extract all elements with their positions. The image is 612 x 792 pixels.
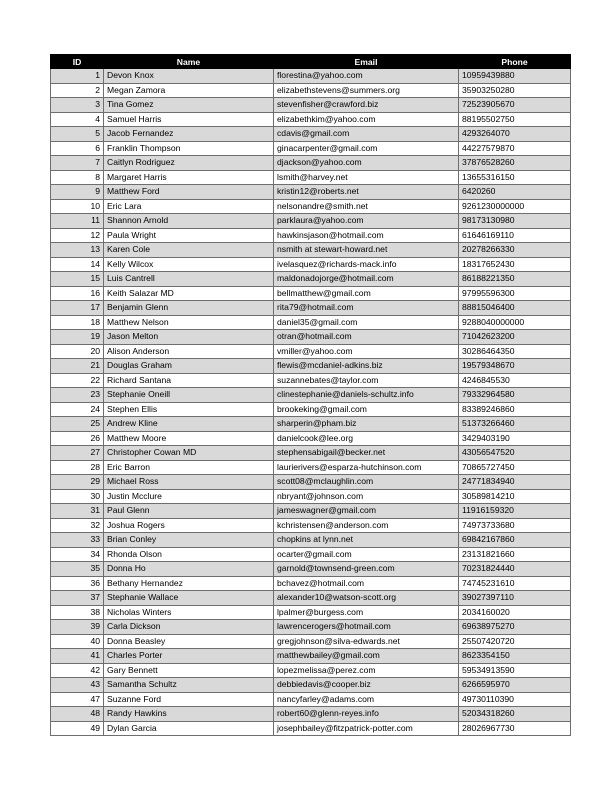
cell-phone: 30589814210 — [459, 489, 571, 504]
cell-phone: 70865727450 — [459, 460, 571, 475]
table-row — [51, 678, 571, 693]
cell-id: 6 — [51, 141, 104, 156]
table-row — [51, 620, 571, 635]
table-row — [51, 475, 571, 490]
cell-phone: 28026967730 — [459, 721, 571, 736]
cell-email: djackson@yahoo.com — [274, 156, 459, 171]
cell-phone: 2034160020 — [459, 605, 571, 620]
cell-phone: 25507420720 — [459, 634, 571, 649]
table-row — [51, 402, 571, 417]
cell-email: scott08@mclaughlin.com — [274, 475, 459, 490]
cell-email: lpalmer@burgess.com — [274, 605, 459, 620]
table-row — [51, 605, 571, 620]
cell-name: Jason Melton — [104, 330, 274, 345]
table-row — [51, 431, 571, 446]
table-row — [51, 127, 571, 142]
table-row — [51, 417, 571, 432]
header-id: ID — [51, 55, 104, 69]
cell-phone: 74745231610 — [459, 576, 571, 591]
cell-email: chopkins at lynn.net — [274, 533, 459, 548]
cell-email: brookeking@gmail.com — [274, 402, 459, 417]
cell-id: 32 — [51, 518, 104, 533]
cell-id: 8 — [51, 170, 104, 185]
cell-id: 28 — [51, 460, 104, 475]
cell-email: lsmith@harvey.net — [274, 170, 459, 185]
table-row — [51, 69, 571, 84]
cell-name: Paul Glenn — [104, 504, 274, 519]
cell-phone: 8623354150 — [459, 649, 571, 664]
cell-email: matthewbailey@gmail.com — [274, 649, 459, 664]
cell-phone: 43056547520 — [459, 446, 571, 461]
table-row — [51, 489, 571, 504]
cell-email: nsmith at stewart-howard.net — [274, 243, 459, 258]
cell-name: Justin Mcclure — [104, 489, 274, 504]
cell-email: vmiller@yahoo.com — [274, 344, 459, 359]
cell-name: Luis Cantrell — [104, 272, 274, 287]
cell-email: suzannebates@taylor.com — [274, 373, 459, 388]
cell-name: Gary Bennett — [104, 663, 274, 678]
cell-phone: 10959439880 — [459, 69, 571, 84]
cell-name: Kelly Wilcox — [104, 257, 274, 272]
header-phone: Phone — [459, 55, 571, 69]
cell-id: 25 — [51, 417, 104, 432]
cell-id: 43 — [51, 678, 104, 693]
table-row — [51, 257, 571, 272]
cell-email: maldonadojorge@hotmail.com — [274, 272, 459, 287]
cell-email: lawrencerogers@hotmail.com — [274, 620, 459, 635]
table-row — [51, 562, 571, 577]
cell-name: Christopher Cowan MD — [104, 446, 274, 461]
table-row — [51, 185, 571, 200]
cell-phone: 18317652430 — [459, 257, 571, 272]
cell-name: Devon Knox — [104, 69, 274, 84]
table-row — [51, 446, 571, 461]
cell-id: 38 — [51, 605, 104, 620]
cell-email: josephbailey@fitzpatrick-potter.com — [274, 721, 459, 736]
header-name: Name — [104, 55, 274, 69]
cell-id: 7 — [51, 156, 104, 171]
cell-email: hawkinsjason@hotmail.com — [274, 228, 459, 243]
cell-email: kchristensen@anderson.com — [274, 518, 459, 533]
cell-name: Matthew Ford — [104, 185, 274, 200]
table-header-row — [51, 55, 571, 69]
cell-id: 11 — [51, 214, 104, 229]
cell-id: 42 — [51, 663, 104, 678]
cell-id: 30 — [51, 489, 104, 504]
table-row — [51, 228, 571, 243]
table-row — [51, 504, 571, 519]
cell-email: nelsonandre@smith.net — [274, 199, 459, 214]
table-row — [51, 518, 571, 533]
cell-email: lopezmelissa@perez.com — [274, 663, 459, 678]
table-row — [51, 576, 571, 591]
cell-phone: 49730110390 — [459, 692, 571, 707]
cell-id: 17 — [51, 301, 104, 316]
cell-phone: 23131821660 — [459, 547, 571, 562]
cell-name: Karen Cole — [104, 243, 274, 258]
cell-name: Keith Salazar MD — [104, 286, 274, 301]
cell-email: clinestephanie@daniels-schultz.info — [274, 388, 459, 403]
cell-phone: 69842167860 — [459, 533, 571, 548]
cell-name: Douglas Graham — [104, 359, 274, 374]
cell-id: 31 — [51, 504, 104, 519]
cell-name: Matthew Moore — [104, 431, 274, 446]
cell-email: robert60@glenn-reyes.info — [274, 707, 459, 722]
cell-id: 29 — [51, 475, 104, 490]
table-row — [51, 112, 571, 127]
cell-phone: 20278266330 — [459, 243, 571, 258]
table-row — [51, 649, 571, 664]
cell-phone: 9261230000000 — [459, 199, 571, 214]
cell-id: 15 — [51, 272, 104, 287]
cell-name: Samantha Schultz — [104, 678, 274, 693]
cell-id: 49 — [51, 721, 104, 736]
cell-email: daniel35@gmail.com — [274, 315, 459, 330]
cell-phone: 6420260 — [459, 185, 571, 200]
cell-name: Stephanie Oneill — [104, 388, 274, 403]
cell-name: Nicholas Winters — [104, 605, 274, 620]
cell-email: nancyfarley@adams.com — [274, 692, 459, 707]
cell-name: Charles Porter — [104, 649, 274, 664]
cell-name: Richard Santana — [104, 373, 274, 388]
table-row — [51, 359, 571, 374]
cell-email: ocarter@gmail.com — [274, 547, 459, 562]
table-body — [51, 69, 571, 736]
cell-phone: 71042623200 — [459, 330, 571, 345]
cell-id: 40 — [51, 634, 104, 649]
cell-phone: 11916159320 — [459, 504, 571, 519]
cell-name: Bethany Hernandez — [104, 576, 274, 591]
cell-id: 9 — [51, 185, 104, 200]
cell-name: Caitlyn Rodriguez — [104, 156, 274, 171]
cell-name: Paula Wright — [104, 228, 274, 243]
table-row — [51, 330, 571, 345]
cell-id: 14 — [51, 257, 104, 272]
cell-email: otran@hotmail.com — [274, 330, 459, 345]
cell-name: Jacob Fernandez — [104, 127, 274, 142]
cell-id: 21 — [51, 359, 104, 374]
cell-email: flewis@mcdaniel-adkins.biz — [274, 359, 459, 374]
table-row — [51, 373, 571, 388]
cell-email: danielcook@lee.org — [274, 431, 459, 446]
cell-name: Shannon Arnold — [104, 214, 274, 229]
cell-phone: 74973733680 — [459, 518, 571, 533]
cell-phone: 30286464350 — [459, 344, 571, 359]
cell-phone: 88195502750 — [459, 112, 571, 127]
cell-phone: 35903250280 — [459, 83, 571, 98]
cell-name: Randy Hawkins — [104, 707, 274, 722]
table-row — [51, 634, 571, 649]
cell-id: 19 — [51, 330, 104, 345]
cell-id: 20 — [51, 344, 104, 359]
cell-name: Michael Ross — [104, 475, 274, 490]
cell-name: Benjamin Glenn — [104, 301, 274, 316]
cell-email: sharperin@pham.biz — [274, 417, 459, 432]
cell-email: ginacarpenter@gmail.com — [274, 141, 459, 156]
cell-phone: 69638975270 — [459, 620, 571, 635]
cell-name: Dylan Garcia — [104, 721, 274, 736]
cell-phone: 51373266460 — [459, 417, 571, 432]
table-row — [51, 460, 571, 475]
cell-name: Carla Dickson — [104, 620, 274, 635]
cell-email: laurierivers@esparza-hutchinson.com — [274, 460, 459, 475]
cell-phone: 37876528260 — [459, 156, 571, 171]
cell-name: Tina Gomez — [104, 98, 274, 113]
cell-email: nbryant@johnson.com — [274, 489, 459, 504]
cell-name: Alison Anderson — [104, 344, 274, 359]
cell-name: Matthew Nelson — [104, 315, 274, 330]
table-row — [51, 141, 571, 156]
cell-phone: 70231824440 — [459, 562, 571, 577]
cell-id: 5 — [51, 127, 104, 142]
cell-id: 47 — [51, 692, 104, 707]
cell-id: 24 — [51, 402, 104, 417]
cell-email: bellmatthew@gmail.com — [274, 286, 459, 301]
table-row — [51, 388, 571, 403]
cell-id: 10 — [51, 199, 104, 214]
cell-name: Franklin Thompson — [104, 141, 274, 156]
table-row — [51, 272, 571, 287]
table-row — [51, 315, 571, 330]
table-row — [51, 170, 571, 185]
table-row — [51, 591, 571, 606]
cell-phone: 39027397110 — [459, 591, 571, 606]
cell-name: Joshua Rogers — [104, 518, 274, 533]
table-row — [51, 83, 571, 98]
cell-name: Stephanie Wallace — [104, 591, 274, 606]
cell-phone: 52034318260 — [459, 707, 571, 722]
cell-name: Suzanne Ford — [104, 692, 274, 707]
cell-id: 39 — [51, 620, 104, 635]
cell-phone: 88815046400 — [459, 301, 571, 316]
table-row — [51, 663, 571, 678]
contacts-sheet — [50, 54, 528, 736]
cell-name: Donna Ho — [104, 562, 274, 577]
cell-id: 12 — [51, 228, 104, 243]
cell-id: 35 — [51, 562, 104, 577]
cell-phone: 3429403190 — [459, 431, 571, 446]
table-row — [51, 533, 571, 548]
table-row — [51, 301, 571, 316]
cell-phone: 19579348670 — [459, 359, 571, 374]
cell-phone: 72523905670 — [459, 98, 571, 113]
cell-name: Megan Zamora — [104, 83, 274, 98]
cell-name: Donna Beasley — [104, 634, 274, 649]
cell-email: elizabethstevens@summers.org — [274, 83, 459, 98]
cell-phone: 59534913590 — [459, 663, 571, 678]
table-row — [51, 707, 571, 722]
cell-id: 18 — [51, 315, 104, 330]
cell-id: 16 — [51, 286, 104, 301]
cell-phone: 83389246860 — [459, 402, 571, 417]
cell-id: 13 — [51, 243, 104, 258]
cell-phone: 86188221350 — [459, 272, 571, 287]
cell-id: 41 — [51, 649, 104, 664]
cell-name: Eric Lara — [104, 199, 274, 214]
cell-id: 27 — [51, 446, 104, 461]
cell-email: jameswagner@gmail.com — [274, 504, 459, 519]
cell-id: 37 — [51, 591, 104, 606]
cell-name: Eric Barron — [104, 460, 274, 475]
cell-id: 48 — [51, 707, 104, 722]
table-row — [51, 214, 571, 229]
cell-id: 33 — [51, 533, 104, 548]
cell-email: rita79@hotmail.com — [274, 301, 459, 316]
cell-email: kristin12@roberts.net — [274, 185, 459, 200]
cell-email: debbiedavis@cooper.biz — [274, 678, 459, 693]
cell-phone: 97995596300 — [459, 286, 571, 301]
cell-phone: 4293264070 — [459, 127, 571, 142]
cell-id: 26 — [51, 431, 104, 446]
cell-email: garnold@townsend-green.com — [274, 562, 459, 577]
cell-id: 34 — [51, 547, 104, 562]
table-row — [51, 243, 571, 258]
cell-email: alexander10@watson-scott.org — [274, 591, 459, 606]
cell-id: 22 — [51, 373, 104, 388]
table-row — [51, 344, 571, 359]
cell-phone: 24771834940 — [459, 475, 571, 490]
header-email: Email — [274, 55, 459, 69]
cell-phone: 6266595970 — [459, 678, 571, 693]
table-row — [51, 286, 571, 301]
cell-phone: 98173130980 — [459, 214, 571, 229]
cell-id: 36 — [51, 576, 104, 591]
cell-id: 4 — [51, 112, 104, 127]
cell-name: Samuel Harris — [104, 112, 274, 127]
cell-email: gregjohnson@silva-edwards.net — [274, 634, 459, 649]
cell-phone: 79332964580 — [459, 388, 571, 403]
cell-name: Rhonda Olson — [104, 547, 274, 562]
table-row — [51, 156, 571, 171]
cell-phone: 61646169110 — [459, 228, 571, 243]
cell-id: 3 — [51, 98, 104, 113]
cell-id: 1 — [51, 69, 104, 84]
cell-phone: 13655316150 — [459, 170, 571, 185]
cell-email: stevenfisher@crawford.biz — [274, 98, 459, 113]
cell-email: florestina@yahoo.com — [274, 69, 459, 84]
cell-name: Andrew Kline — [104, 417, 274, 432]
cell-email: parklaura@yahoo.com — [274, 214, 459, 229]
cell-email: ivelasquez@richards-mack.info — [274, 257, 459, 272]
table-row — [51, 199, 571, 214]
cell-name: Stephen Ellis — [104, 402, 274, 417]
cell-phone: 9288040000000 — [459, 315, 571, 330]
cell-name: Margaret Harris — [104, 170, 274, 185]
cell-email: stephensabigail@becker.net — [274, 446, 459, 461]
cell-phone: 4246845530 — [459, 373, 571, 388]
table-row — [51, 98, 571, 113]
table-row — [51, 547, 571, 562]
cell-id: 2 — [51, 83, 104, 98]
contacts-table — [50, 54, 571, 736]
cell-email: cdavis@gmail.com — [274, 127, 459, 142]
cell-id: 23 — [51, 388, 104, 403]
table-row — [51, 721, 571, 736]
table-row — [51, 692, 571, 707]
cell-email: elizabethkim@yahoo.com — [274, 112, 459, 127]
cell-name: Brian Conley — [104, 533, 274, 548]
cell-phone: 44227579870 — [459, 141, 571, 156]
cell-email: bchavez@hotmail.com — [274, 576, 459, 591]
